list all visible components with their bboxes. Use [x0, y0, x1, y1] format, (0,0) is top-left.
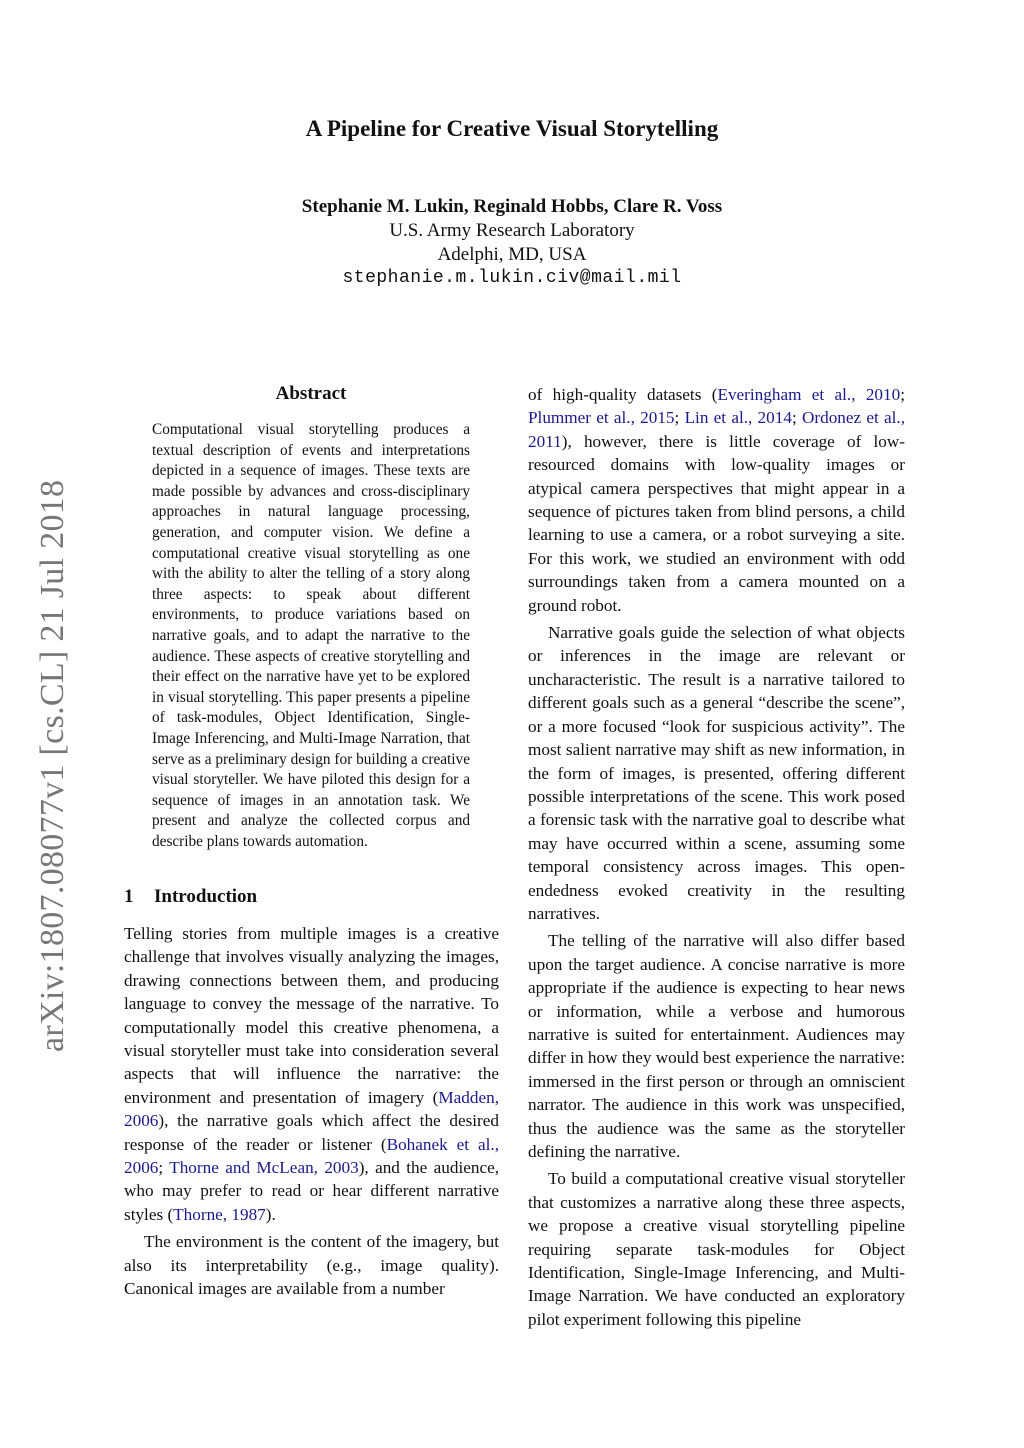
author-email: stephanie.m.lukin.civ@mail.mil — [342, 268, 682, 288]
citation-link[interactable]: Lin et al., 2014 — [684, 408, 792, 428]
author-list: Stephanie M. Lukin, Reginald Hobbs, Clare R. Voss — [301, 196, 723, 217]
abstract-heading: Abstract — [275, 383, 347, 404]
intro-paragraph-5: To build a computational creative visual storyteller that customizes a narrative along these three aspects, we propose a creative visual storytelling pipeline requiring separate task-modules for Object Identification, Single-Image Inferencing, and Multi-Image Narration. We have conducted an exploratory pilot experiment following this pipeline — [528, 1169, 905, 1329]
citation-link[interactable]: Plummer et al., 2015 — [528, 408, 675, 428]
left-column — [124, 922, 499, 1305]
section-title: Introduction — [154, 886, 258, 907]
section-heading-introduction — [124, 886, 257, 908]
citation-link[interactable]: Madden, 2006 — [124, 1087, 499, 1131]
intro-paragraph-1: Telling stories from multiple images is a creative challenge that involves visually analyzing the images, drawing connections between them, and producing language to convey the message of the narrative. To computationally model this creative phenomena, a visual storyteller must take into consideration several aspects that will influence the narrative: the environment and presentation of imagery (Madden, 2006), the narrative goals which affect the desired response of the reader or listener (Bohanek et al., 2006; Thorne and McLean, 2003), and the audience, who may prefer to read or hear different narrative styles (Thorne, 1987). — [124, 924, 500, 1224]
citation-link[interactable]: Everingham et al., 2010 — [717, 385, 901, 404]
affiliation-org: U.S. Army Research Laboratory — [389, 220, 635, 241]
paper-title: A Pipeline for Creative Visual Storytelling — [305, 116, 719, 141]
arxiv-identifier: arXiv:1807.08077v1 [cs.CL] 21 Jul 2018 — [34, 479, 71, 1052]
intro-paragraph-3: Narrative goals guide the selection of what objects or inferences in the image are relevant or uncharacteristic. The result is a narrative tailored to different goals such as a general “describe the scene”, or a more focused “look for suspicious activity”. The most salient narrative may shift as new information, in the form of images, is presented, offering different possible interpretations of the scene. This work posed a forensic task with the narrative goal to describe what may have occurred within a scene, assuming some temporal consistency across images. This open-endedness evoked creativity in the resulting narratives. — [528, 623, 905, 923]
intro-paragraph-4: The telling of the narrative will also differ based upon the target audience. A concise narrative is more appropriate if the audience is expecting to hear news or information, while a verbose and humorous narrative is suited for entertainment. Audiences may differ in how they would best experience the narrative: immersed in the first person or through an omniscient narrator. The audience in this work was unspecified, thus the audience was the same as the storyteller defining the narrative. — [528, 931, 905, 1161]
citation-link[interactable]: Thorne and McLean, 2003 — [169, 1158, 359, 1178]
citation-link[interactable]: Thorne, 1987 — [173, 1204, 266, 1224]
citation-link[interactable]: Ordonez et al., 2011 — [528, 408, 906, 451]
section-number: 1 — [124, 886, 134, 907]
intro-paragraph-2-part-2: of high-quality datasets (Everingham et al., 2010; Plummer et al., 2015; Lin et al., 2014; Ordonez et al., 2011), however, there is little coverage of low-resourced domains with low-quality images or atypical camera perspectives that might appear in a sequence of pictures taken from blind persons, a child learning to use a camera, or a robot surveying a site. For this work, we studied an environment with odd surroundings taken from a camera mounted on a ground robot. — [528, 385, 906, 615]
right-column — [528, 383, 905, 1335]
intro-paragraph-2-part-1: The environment is the content of the imagery, but also its interpretability (e.g., image quality). Canonical images are available from a number — [124, 1232, 499, 1299]
citation-link[interactable]: Bohanek et al., 2006 — [124, 1134, 499, 1178]
abstract-text: Computational visual storytelling produces a textual description of events and interpretations depicted in a sequence of images. These texts are made possible by advances and cross-disciplinary approaches in natural language processing, generation, and computer vision. We define a computational creative visual storytelling as one with the ability to alter the telling of a story along three aspects: to speak about different environments, to produce variations based on narrative goals, and to adapt the narrative to the audience. These aspects of creative storytelling and their effect on the narrative have yet to be explored in visual storytelling. This paper presents a pipeline of task-modules, Object Identification, Single-Image Inferencing, and Multi-Image Narration, that serve as a preliminary design for building a creative visual storyteller. We have piloted this design for a sequence of images in an annotation task. We present and analyze the collected corpus and describe plans towards automation. — [152, 421, 470, 850]
affiliation-location: Adelphi, MD, USA — [437, 244, 587, 265]
